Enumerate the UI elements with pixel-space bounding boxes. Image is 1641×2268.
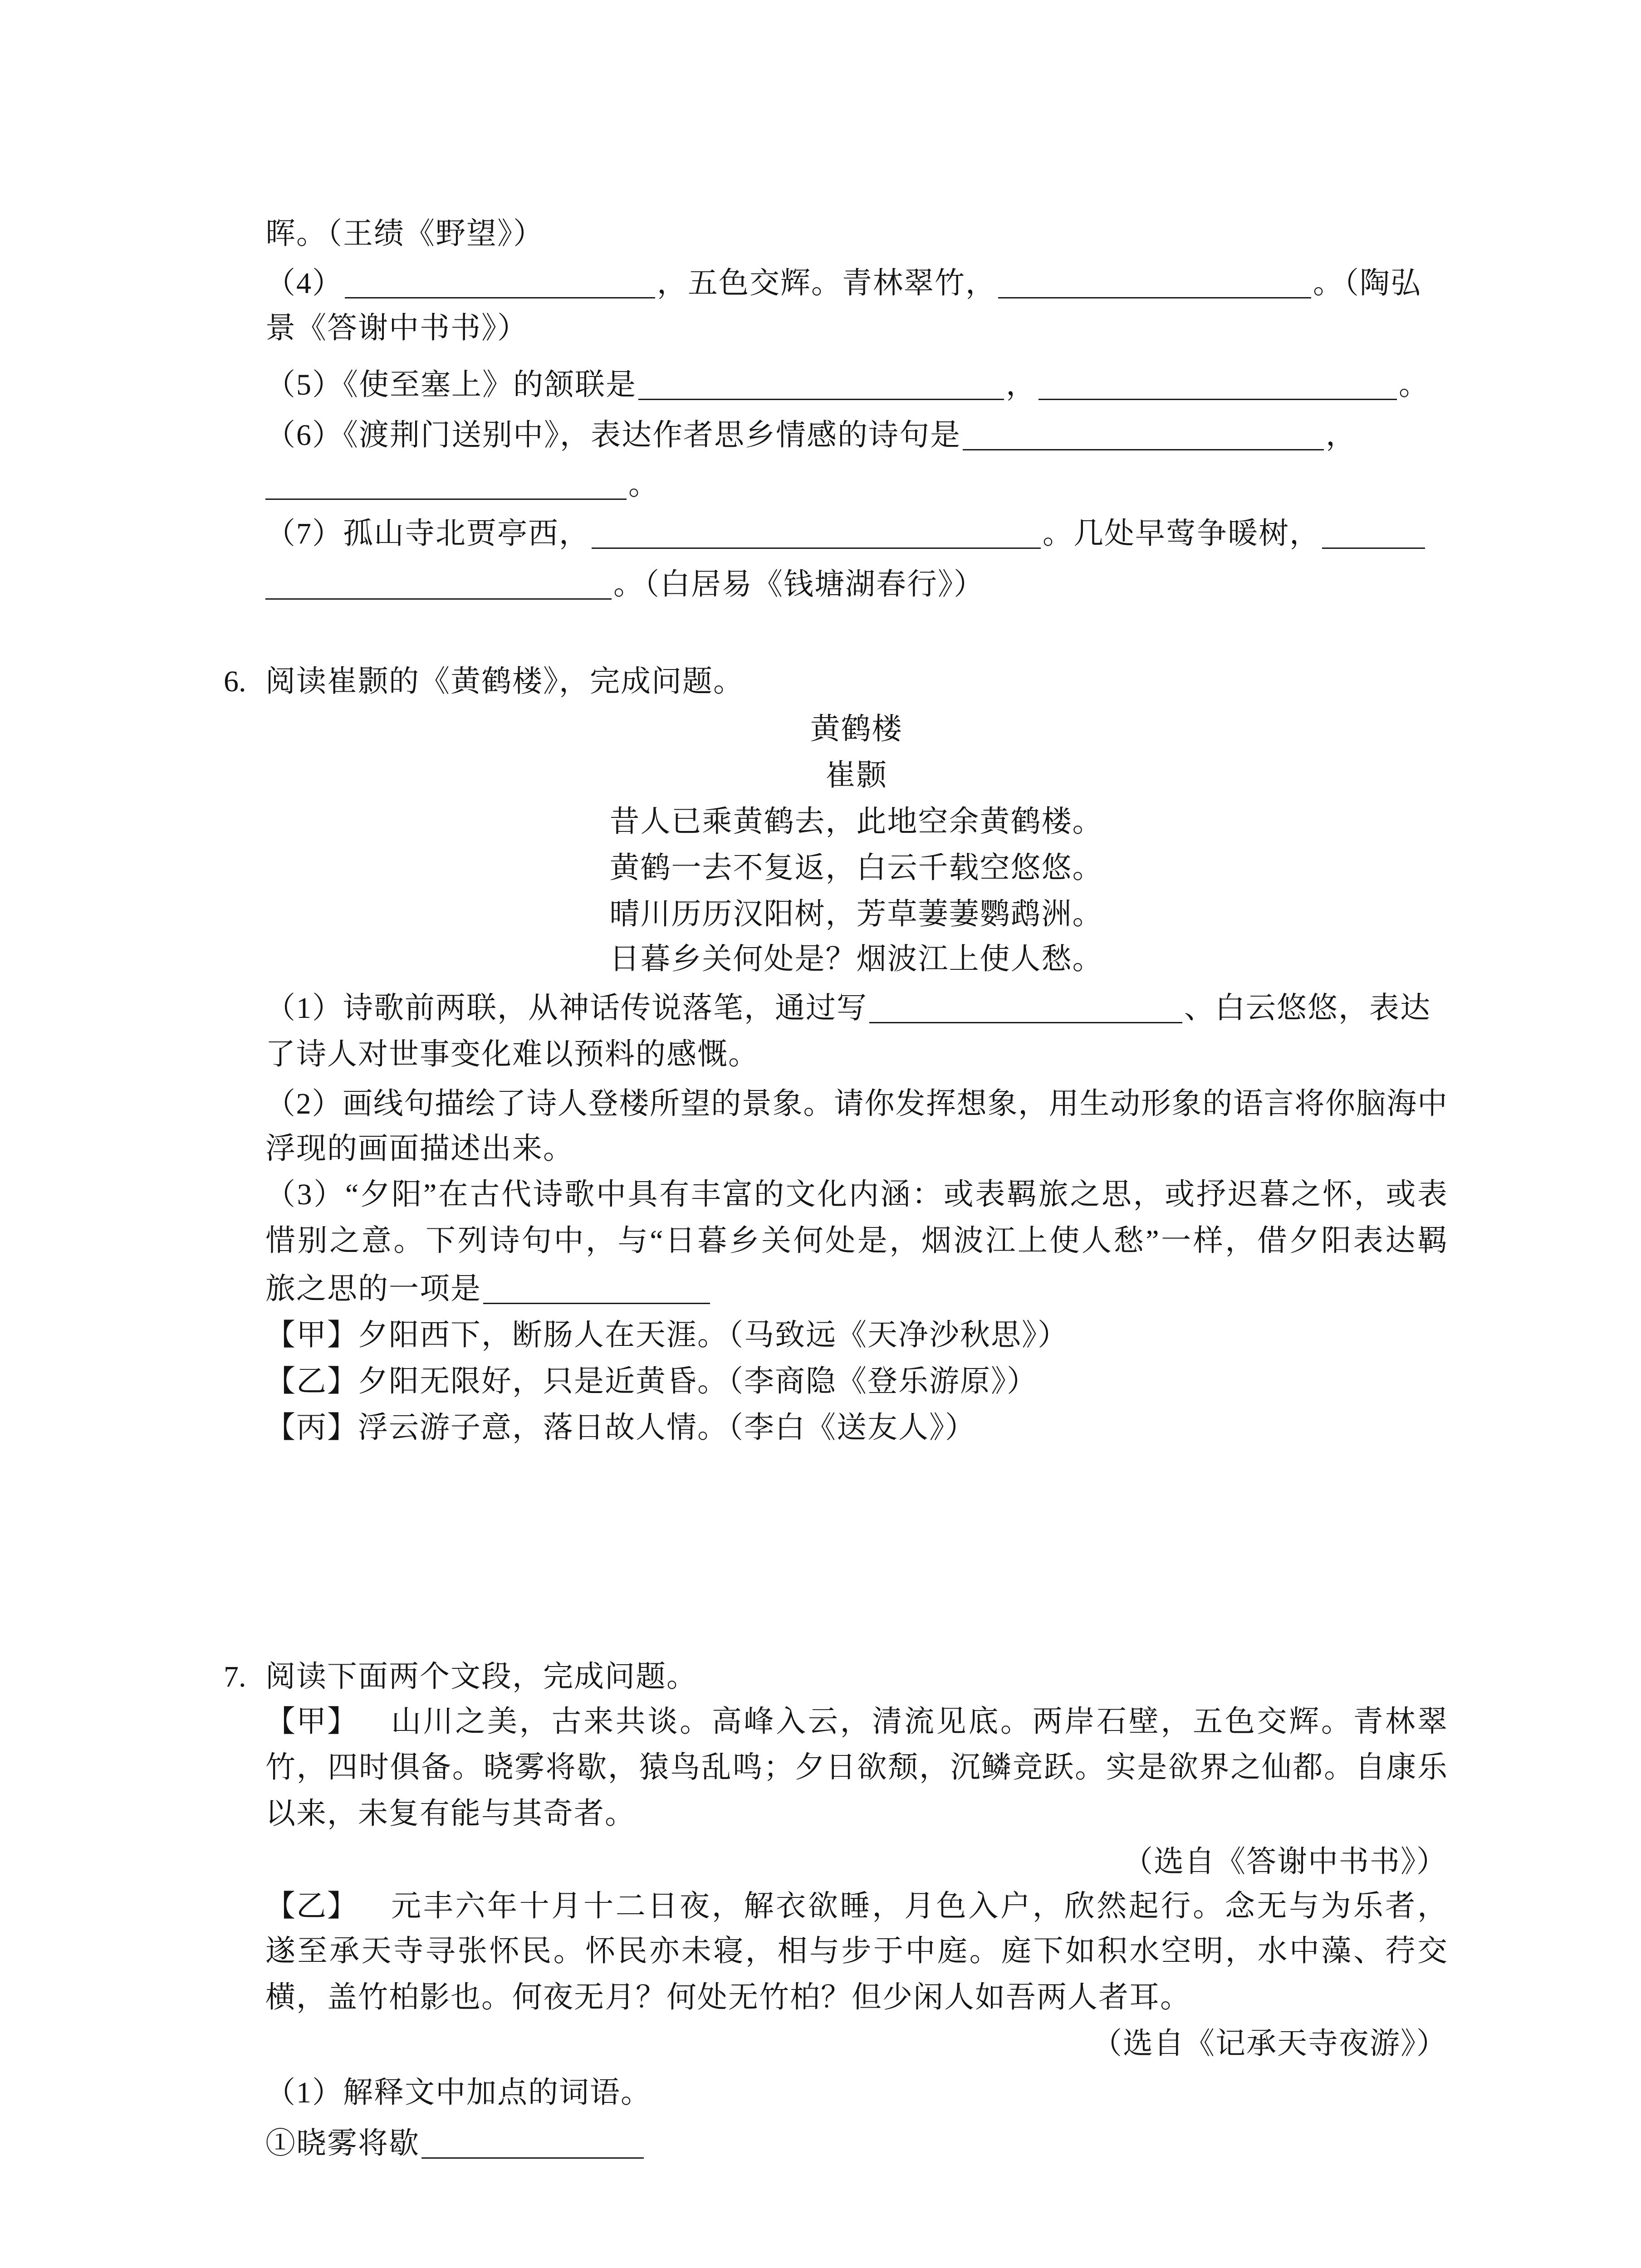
- poem-author: 崔颢: [825, 759, 887, 792]
- question-number: 7.: [224, 1660, 246, 1693]
- passage-source: （选自《答谢中书书》）: [1123, 1845, 1447, 1878]
- item-text: ，: [1326, 419, 1357, 452]
- passage-label: 【甲】: [265, 1705, 358, 1738]
- answer-blank: [265, 476, 627, 500]
- answer-blank: [1322, 525, 1425, 549]
- fill-item-6-continuation: [265, 467, 659, 503]
- poem-line: 日暮乡关何处是？烟波江上使人愁。: [609, 943, 1103, 976]
- passage-yi-line: [265, 1888, 1447, 1925]
- answer-blank: [638, 376, 1004, 400]
- question-number: 6.: [224, 665, 246, 698]
- passage-jia-line: 竹，四时俱备。晓雾将歇，猿鸟乱鸣；夕日欲颓，沉鳞竞跃。实是欲界之仙都。自康乐: [265, 1751, 1447, 1784]
- answer-blank: [592, 525, 1041, 549]
- answer-blank: [421, 2135, 644, 2159]
- sub-question-3: （3）“夕阳”在古代诗歌中具有丰富的文化内涵：或表羁旅之思，或抒迟暮之怀，或表: [265, 1178, 1447, 1211]
- sub-question-2-continuation: 浮现的画面描述出来。: [265, 1132, 574, 1165]
- item-text: 、白云悠悠，表达: [1184, 992, 1431, 1025]
- passage-jia-line: 以来，未复有能与其奇者。: [265, 1797, 636, 1830]
- fill-item-4: [265, 265, 1421, 302]
- option-yi: 【乙】夕阳无限好，只是近黄昏。（李商隐《登乐游原》）: [265, 1365, 1038, 1398]
- sub-question-1: [265, 990, 1431, 1026]
- poem-line: 昔人已乘黄鹤去，此地空余黄鹤楼。: [609, 805, 1103, 838]
- answer-blank: [483, 1280, 710, 1304]
- passage-text: 山川之美，古来共谈。高峰入云，清流见底。两岸石壁，五色交辉。青林翠: [391, 1705, 1447, 1738]
- sub-question-1: （1）解释文中加点的词语。: [265, 2076, 652, 2109]
- item-text: 。（白居易《钱塘湖春行》）: [613, 568, 985, 601]
- poem-line: 晴川历历汉阳树，芳草萋萋鹦鹉洲。: [609, 898, 1103, 931]
- answer-blank: [265, 576, 612, 600]
- fill-item-6: [265, 417, 1357, 454]
- passage-source: （选自《记承天寺夜游》）: [1092, 2027, 1447, 2060]
- fill-item-5: [265, 367, 1430, 403]
- question-stem: [224, 664, 744, 700]
- item-text: 。几处早莺争暖树，: [1043, 517, 1320, 550]
- option-bing: 【丙】浮云游子意，落日故人情。（李白《送友人》）: [265, 1411, 976, 1444]
- item-text: ，: [1006, 368, 1037, 401]
- poem-title: 黄鹤楼: [810, 713, 903, 746]
- item-text: （4）: [265, 267, 343, 300]
- sub-question-2: （2）画线句描绘了诗人登楼所望的景象。请你发挥想象，用生动形象的语言将你脑海中: [265, 1087, 1447, 1120]
- sub-question-1-continuation: 了诗人对世事变化难以预料的感慨。: [265, 1038, 759, 1071]
- question-stem-text: 阅读下面两个文段，完成问题。: [265, 1660, 697, 1693]
- sub-question-3-last-line: [265, 1271, 712, 1307]
- fill-item-4-continuation: 景《答谢中书书》）: [265, 312, 528, 345]
- sub-question-3-continuation: 惜别之意。下列诗句中，与“日暮乡关何处是，烟波江上使人愁”一样，借夕阳表达羁: [265, 1224, 1447, 1257]
- question-stem: [224, 1659, 697, 1695]
- item-text: 。: [628, 468, 659, 501]
- passage-jia-line: [265, 1704, 1447, 1740]
- item-text: （6）《渡荆门送别中》，表达作者思乡情感的诗句是: [265, 419, 961, 452]
- answer-blank: [1038, 376, 1397, 400]
- answer-blank: [345, 274, 655, 298]
- fill-item-7: [265, 516, 1427, 552]
- item-text: （7）孤山寺北贾亭西，: [265, 517, 590, 550]
- item-text: ，五色交辉。青林翠竹，: [657, 267, 996, 300]
- passage-label: 【乙】: [265, 1890, 358, 1923]
- item-text: （5）《使至塞上》的颔联是: [265, 368, 637, 401]
- question-stem-text: 阅读崔颢的《黄鹤楼》，完成问题。: [265, 665, 744, 698]
- answer-blank: [998, 274, 1311, 298]
- item-text: ①晓雾将歇: [265, 2127, 420, 2160]
- poem-line: 黄鹤一去不复返，白云千载空悠悠。: [609, 851, 1103, 885]
- item-text: 旅之思的一项是: [265, 1272, 481, 1305]
- item-text: （1）诗歌前两联，从神话传说落笔，通过写: [265, 992, 867, 1025]
- answer-blank: [963, 426, 1324, 450]
- fill-item-7-continuation: [265, 567, 985, 603]
- q5-continuation-line: 晖。（王绩《野望》）: [265, 217, 544, 250]
- answer-blank: [869, 999, 1182, 1023]
- item-text: 。（陶弘: [1313, 267, 1421, 300]
- passage-yi-line: 遂至承天寺寻张怀民。怀民亦未寝，相与步于中庭。庭下如积水空明，水中藻、荇交: [265, 1935, 1447, 1968]
- item-text: 。: [1399, 368, 1430, 401]
- vocab-item-1: [265, 2126, 646, 2162]
- passage-text: 元丰六年十月十二日夜，解衣欲睡，月色入户，欣然起行。念无与为乐者，: [391, 1890, 1447, 1923]
- option-jia: 【甲】夕阳西下，断肠人在天涯。（马致远《天净沙秋思》）: [265, 1319, 1068, 1352]
- passage-yi-line: 横，盖竹柏影也。何夜无月？何处无竹柏？但少闲人如吾两人者耳。: [265, 1981, 1191, 2014]
